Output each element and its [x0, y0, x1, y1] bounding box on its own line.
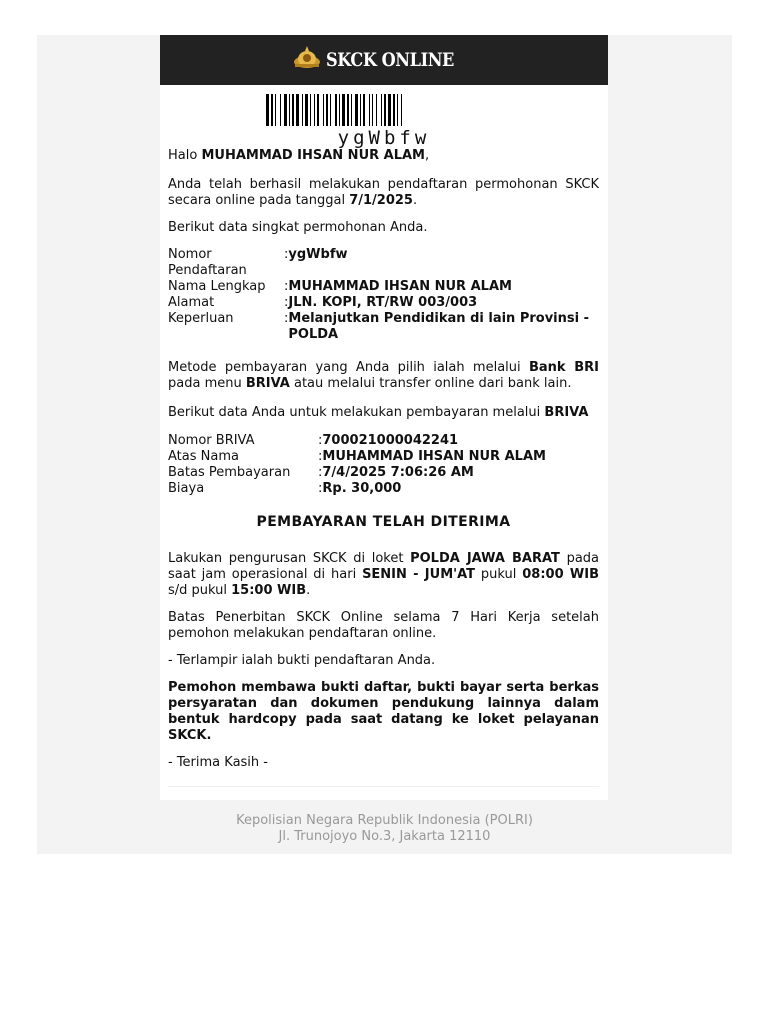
- police-badge-icon: [292, 45, 322, 75]
- briva-table: [168, 433, 546, 497]
- skck-logo: [292, 45, 477, 75]
- header-bar: [160, 35, 608, 85]
- greeting: Halo MUHAMMAD IHSAN NUR ALAM,: [168, 148, 430, 163]
- office-name: POLDA JAWA BARAT: [410, 551, 560, 566]
- barcode-bar: [266, 94, 269, 126]
- requirements-notice: Pemohon membawa bukti daftar, bukti bayar serta berkas persyaratan dan dokumen pendukung lainnya dalam bentuk hardcopy pada saat datang ke loket pelayanan SKCK.: [168, 680, 599, 743]
- footer-address: Jl. Trunojoyo No.3, Jakarta 12110: [278, 829, 491, 844]
- intro-paragraph: Anda telah berhasil melakukan pendaftaran permohonan SKCK secara online pada tanggal 7/1/2025.: [168, 177, 599, 208]
- barcode-section: [160, 94, 608, 148]
- divider: [168, 786, 599, 787]
- barcode-bar: [376, 94, 377, 126]
- barcode-bar: [397, 94, 398, 126]
- email-body: [160, 148, 608, 787]
- brand-title: SKCK ONLINE: [325, 49, 454, 71]
- summary-intro: Berikut data singkat permohonan Anda.: [168, 220, 428, 235]
- barcode-bar: [289, 94, 290, 126]
- attachment-note: - Terlampir ialah bukti pendaftaran Anda.: [168, 653, 436, 668]
- table-row: Biaya : Rp. 30,000: [168, 481, 402, 496]
- table-row: Atas Nama : MUHAMMAD IHSAN NUR ALAM: [168, 449, 546, 464]
- barcode-bar: [323, 94, 324, 126]
- barcode-bar: [330, 94, 331, 126]
- barcode-bar: [275, 94, 276, 126]
- barcode-bar: [339, 94, 340, 126]
- registration-date: 7/1/2025: [349, 193, 413, 208]
- email-background: [37, 35, 732, 854]
- barcode-bar: [342, 94, 345, 126]
- barcode-bar: [369, 94, 370, 126]
- payment-status-heading: PEMBAYARAN TELAH DITERIMA: [256, 514, 511, 530]
- barcode-bar: [381, 94, 382, 126]
- barcode-bar: [335, 94, 337, 126]
- table-row: Keperluan : Melanjutkan Pendidikan di lain Provinsi - POLDA: [168, 311, 589, 342]
- payment-menu: BRIVA: [245, 376, 290, 391]
- payment-method-paragraph: Metode pembayaran yang Anda pilih ialah melalui Bank BRI pada menu BRIVA atau melalui transfer online dari bank lain.: [168, 360, 599, 391]
- barcode-bar: [401, 94, 402, 126]
- email-card: [160, 35, 608, 800]
- barcode-bar: [372, 94, 373, 126]
- instruction-paragraph: Lakukan pengurusan SKCK di loket POLDA JAWA BARAT pada saat jam operasional di hari SENIN - JUM'AT pukul 08:00 WIB s/d pukul 15:00 WIB.: [168, 551, 600, 598]
- barcode-bar: [296, 94, 299, 126]
- barcode-bar: [347, 94, 349, 126]
- barcode-bar: [317, 94, 319, 126]
- barcode-bar: [363, 94, 365, 126]
- briva-intro: Berikut data Anda untuk melakukan pembayaran melalui BRIVA: [168, 405, 589, 420]
- closing-text: - Terima Kasih -: [168, 755, 268, 770]
- barcode-bar: [280, 94, 281, 126]
- barcode-bar: [360, 94, 361, 126]
- bank-name: Bank BRI: [528, 360, 599, 375]
- table-row: Nomor BRIVA : 700021000042241: [168, 433, 459, 448]
- barcode-bar: [351, 94, 352, 126]
- barcode-bar: [310, 94, 311, 126]
- barcode-bar: [302, 94, 303, 126]
- barcode-bar: [305, 94, 308, 126]
- deadline-paragraph: Batas Penerbitan SKCK Online selama 7 Hari Kerja setelah pemohon melakukan pendaftaran online.: [168, 610, 599, 641]
- table-row: Alamat : JLN. KOPI, RT/RW 003/003: [168, 295, 478, 310]
- registration-code: ygWbfw: [337, 127, 431, 149]
- barcode-image: [266, 94, 502, 126]
- barcode-bar: [271, 94, 273, 126]
- barcode-bar: [284, 94, 287, 126]
- footer: [37, 813, 732, 845]
- barcode-bar: [384, 94, 386, 126]
- barcode-bar: [326, 94, 328, 126]
- barcode-bar: [355, 94, 358, 126]
- table-row: Nama Lengkap : MUHAMMAD IHSAN NUR ALAM: [168, 279, 512, 294]
- barcode-bar: [388, 94, 391, 126]
- barcode-bar: [393, 94, 395, 126]
- barcode-bar: [314, 94, 315, 126]
- application-table: [168, 247, 599, 343]
- applicant-name: MUHAMMAD IHSAN NUR ALAM: [201, 148, 425, 163]
- footer-org: Kepolisian Negara Republik Indonesia (POLRI): [236, 813, 533, 828]
- table-row: Batas Pembayaran : 7/4/2025 7:06:26 AM: [168, 465, 474, 480]
- table-row: Nomor Pendaftaran : ygWbfw: [168, 247, 348, 278]
- barcode-bar: [292, 94, 294, 126]
